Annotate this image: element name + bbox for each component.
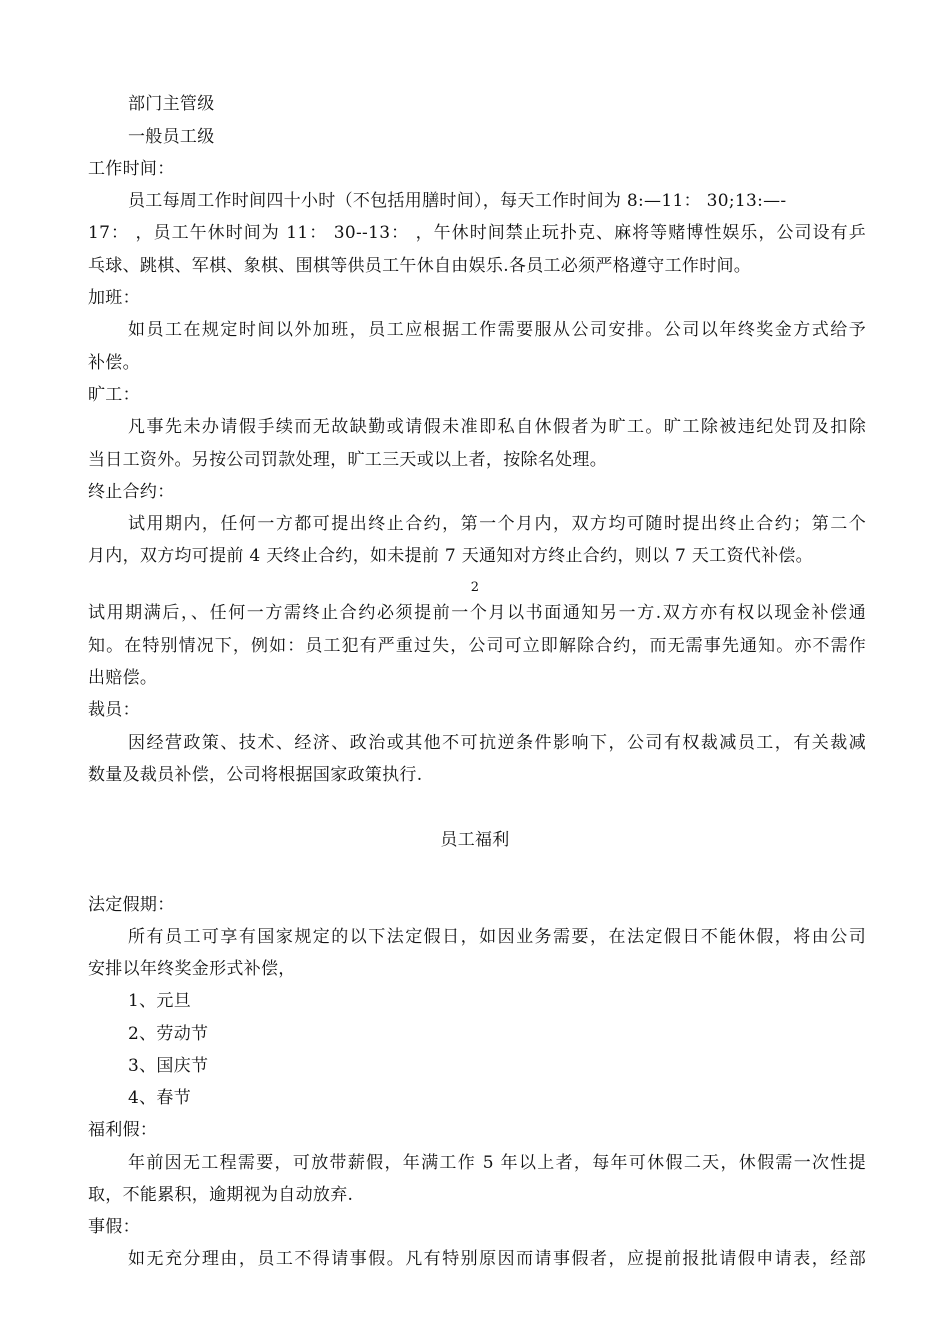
section-heading: 法定假期： (88, 895, 175, 915)
paragraph-line: 出赔偿。 (88, 668, 158, 688)
section-heading: 旷工： (88, 385, 140, 405)
paragraph-line: 17： ，员工午休时间为 11： 30--13： ，午休时间禁止玩扑克、麻将等赌博性娱乐，公司设有乒 (88, 223, 866, 243)
paragraph-line: 因经营政策、技术、经济、政治或其他不可抗逆条件影响下，公司有权裁减员工，有关裁减 (128, 733, 866, 753)
paragraph-line: 所有员工可享有国家规定的以下法定假日，如因业务需要，在法定假日不能休假，将由公司 (128, 927, 866, 947)
text-line: 部门主管级 (128, 94, 215, 114)
section-title: 员工福利 (440, 830, 510, 850)
list-item: 3、国庆节 (128, 1056, 209, 1076)
section-heading: 裁员： (88, 700, 140, 720)
paragraph-line: 乓球、跳棋、军棋、象棋、围棋等供员工午休自由娱乐.各员工必须严格遵守工作时间。 (88, 256, 752, 276)
paragraph-line: 取，不能累积，逾期视为自动放弃. (88, 1185, 354, 1205)
list-item: 4、春节 (128, 1088, 192, 1108)
paragraph-line: 安排以年终奖金形式补偿， (88, 959, 296, 979)
section-heading: 加班： (88, 288, 140, 308)
list-item: 1、元旦 (128, 991, 192, 1011)
paragraph-line: 当日工资外。另按公司罚款处理，旷工三天或以上者，按除名处理。 (88, 450, 607, 470)
section-heading: 事假： (88, 1217, 140, 1237)
text-line: 一般员工级 (128, 127, 215, 147)
paragraph-line: 如无充分理由，员工不得请事假。凡有特别原因而请事假者，应提前报批请假申请表，经部 (128, 1249, 866, 1269)
section-heading: 工作时间： (88, 159, 175, 179)
paragraph-line: 补偿。 (88, 353, 140, 373)
paragraph-line: 年前因无工程需要，可放带薪假，年满工作 5 年以上者，每年可休假二天，休假需一次性提 (128, 1153, 866, 1173)
paragraph-line: 试用期内，任何一方都可提出终止合约，第一个月内，双方均可随时提出终止合约；第二个 (128, 514, 866, 534)
paragraph-line: 员工每周工作时间四十小时（不包括用膳时间），每天工作时间为 8:—11： 30;13:—- (128, 191, 787, 211)
paragraph-line: 凡事先未办请假手续而无故缺勤或请假未准即私自休假者为旷工。旷工除被违纪处罚及扣除 (128, 417, 866, 437)
paragraph-line: 数量及裁员补偿，公司将根据国家政策执行. (88, 765, 423, 785)
paragraph-line: 试用期满后，、任何一方需终止合约必须提前一个月以书面通知另一方.双方亦有权以现金补偿通 (88, 603, 866, 623)
section-heading: 福利假： (88, 1120, 158, 1140)
section-heading: 终止合约： (88, 482, 175, 502)
page-number: 2 (470, 580, 480, 595)
paragraph-line: 如员工在规定时间以外加班，员工应根据工作需要服从公司安排。公司以年终奖金方式给予 (128, 320, 866, 340)
paragraph-line: 月内，双方均可提前 4 天终止合约，如未提前 7 天通知对方终止合约，则以 7 天工资代补偿。 (88, 546, 813, 566)
paragraph-line: 知。在特别情况下，例如：员工犯有严重过失，公司可立即解除合约，而无需事先通知。亦不需作 (88, 636, 866, 656)
list-item: 2、劳动节 (128, 1024, 209, 1044)
